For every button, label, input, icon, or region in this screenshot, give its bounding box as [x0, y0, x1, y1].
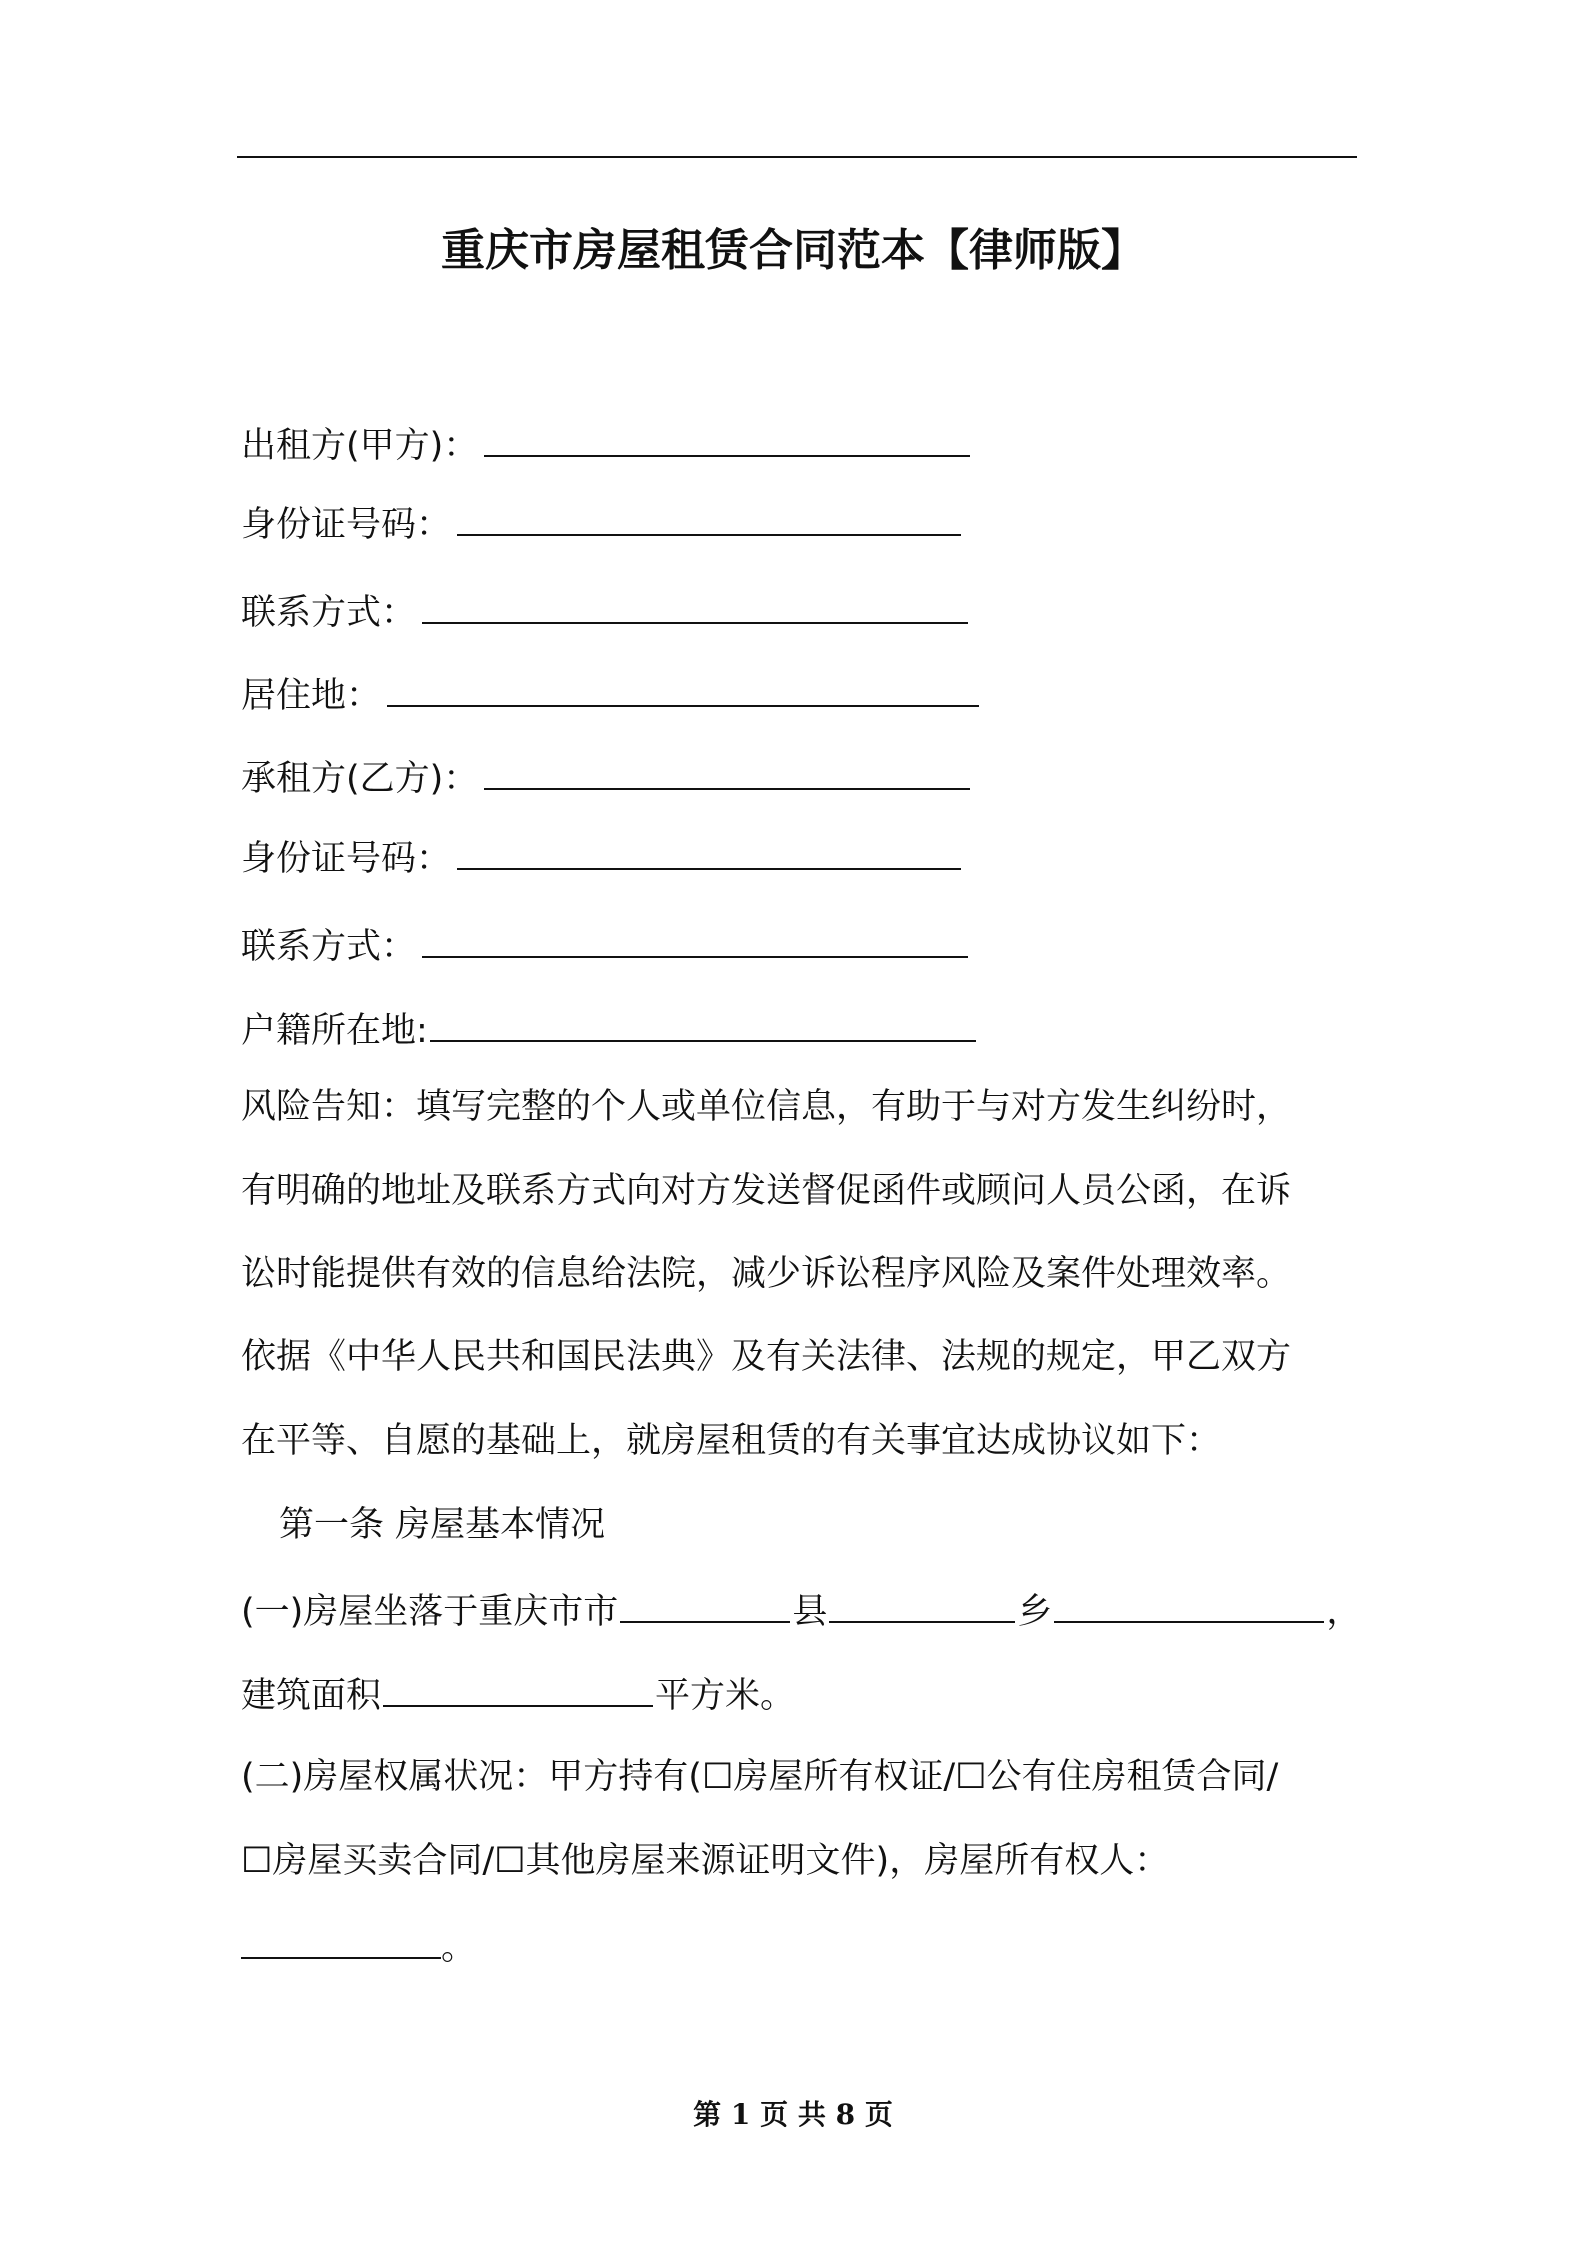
lessor-blank[interactable] [484, 419, 970, 457]
lessee-label: 承租方(乙方)： [241, 759, 479, 799]
document-title: 重庆市房屋租赁合同范本【律师版】 [441, 225, 1145, 276]
lessor-contact-label: 联系方式： [241, 593, 417, 633]
area-blank[interactable] [383, 1669, 653, 1707]
township-label: 乡 [1017, 1592, 1053, 1632]
lessor-id-blank[interactable] [457, 498, 961, 536]
basis-line: 在平等、自愿的基础上，就房屋租赁的有关事宜达成协议如下： [241, 1421, 1222, 1461]
lessee-id-label: 身份证号码： [241, 839, 452, 879]
lessor-id-label: 身份证号码： [241, 505, 452, 545]
location-clause [241, 1585, 1361, 1636]
lessor-label: 出租方(甲方)： [241, 426, 479, 466]
township-blank[interactable] [1054, 1585, 1324, 1623]
lessor-field [241, 419, 970, 470]
lessee-household-field [241, 1004, 978, 1055]
ownership-line: (二)房屋权属状况：甲方持有(☐房屋所有权证/☐公有住房租赁合同/ [241, 1757, 1279, 1797]
comma: ， [1326, 1592, 1362, 1632]
lessee-id-field [241, 832, 961, 883]
city-blank[interactable] [620, 1585, 790, 1623]
area-clause [241, 1669, 795, 1720]
lessor-contact-blank[interactable] [422, 586, 968, 624]
lessee-contact-label: 联系方式： [241, 927, 417, 967]
lessee-field [241, 752, 970, 803]
lessee-id-blank[interactable] [457, 832, 961, 870]
lessor-residence-blank[interactable] [387, 669, 979, 707]
basis-line: 依据《中华人民共和国民法典》及有关法律、法规的规定，甲乙双方 [241, 1337, 1292, 1377]
risk-notice-line: 讼时能提供有效的信息给法院，减少诉讼程序风险及案件处理效率。 [241, 1254, 1292, 1294]
lessor-residence-label: 居住地： [241, 676, 382, 716]
area-suffix: 平方米。 [655, 1676, 796, 1716]
risk-notice-line: 有明确的地址及联系方式向对方发送督促函件或顾问人员公函，在诉 [241, 1171, 1292, 1211]
header-rule [237, 156, 1357, 158]
area-prefix: 建筑面积 [241, 1676, 382, 1716]
location-prefix: (一)房屋坐落于重庆市市 [241, 1592, 619, 1632]
lessor-residence-field [241, 669, 979, 720]
page-footer: 第 1 页 共 8 页 [693, 2098, 893, 2131]
county-label: 县 [792, 1592, 828, 1632]
county-blank[interactable] [829, 1585, 1015, 1623]
lessee-household-label: 户籍所在地: [241, 1011, 428, 1051]
article-heading: 第一条 房屋基本情况 [279, 1505, 606, 1545]
risk-notice-line: 风险告知：填写完整的个人或单位信息，有助于与对方发生纠纷时， [241, 1087, 1292, 1127]
owner-name-blank[interactable] [241, 1921, 441, 1959]
lessee-household-blank[interactable] [430, 1004, 976, 1042]
lessor-id-field [241, 498, 961, 549]
ownership-line: ☐房屋买卖合同/☐其他房屋来源证明文件)，房屋所有权人： [241, 1841, 1170, 1881]
lessor-contact-field [241, 586, 968, 637]
lessee-contact-blank[interactable] [422, 920, 968, 958]
ownership-end: 。 [441, 1928, 477, 1968]
lessee-blank[interactable] [484, 752, 970, 790]
lessee-contact-field [241, 920, 968, 971]
owner-name-field [241, 1921, 476, 1972]
